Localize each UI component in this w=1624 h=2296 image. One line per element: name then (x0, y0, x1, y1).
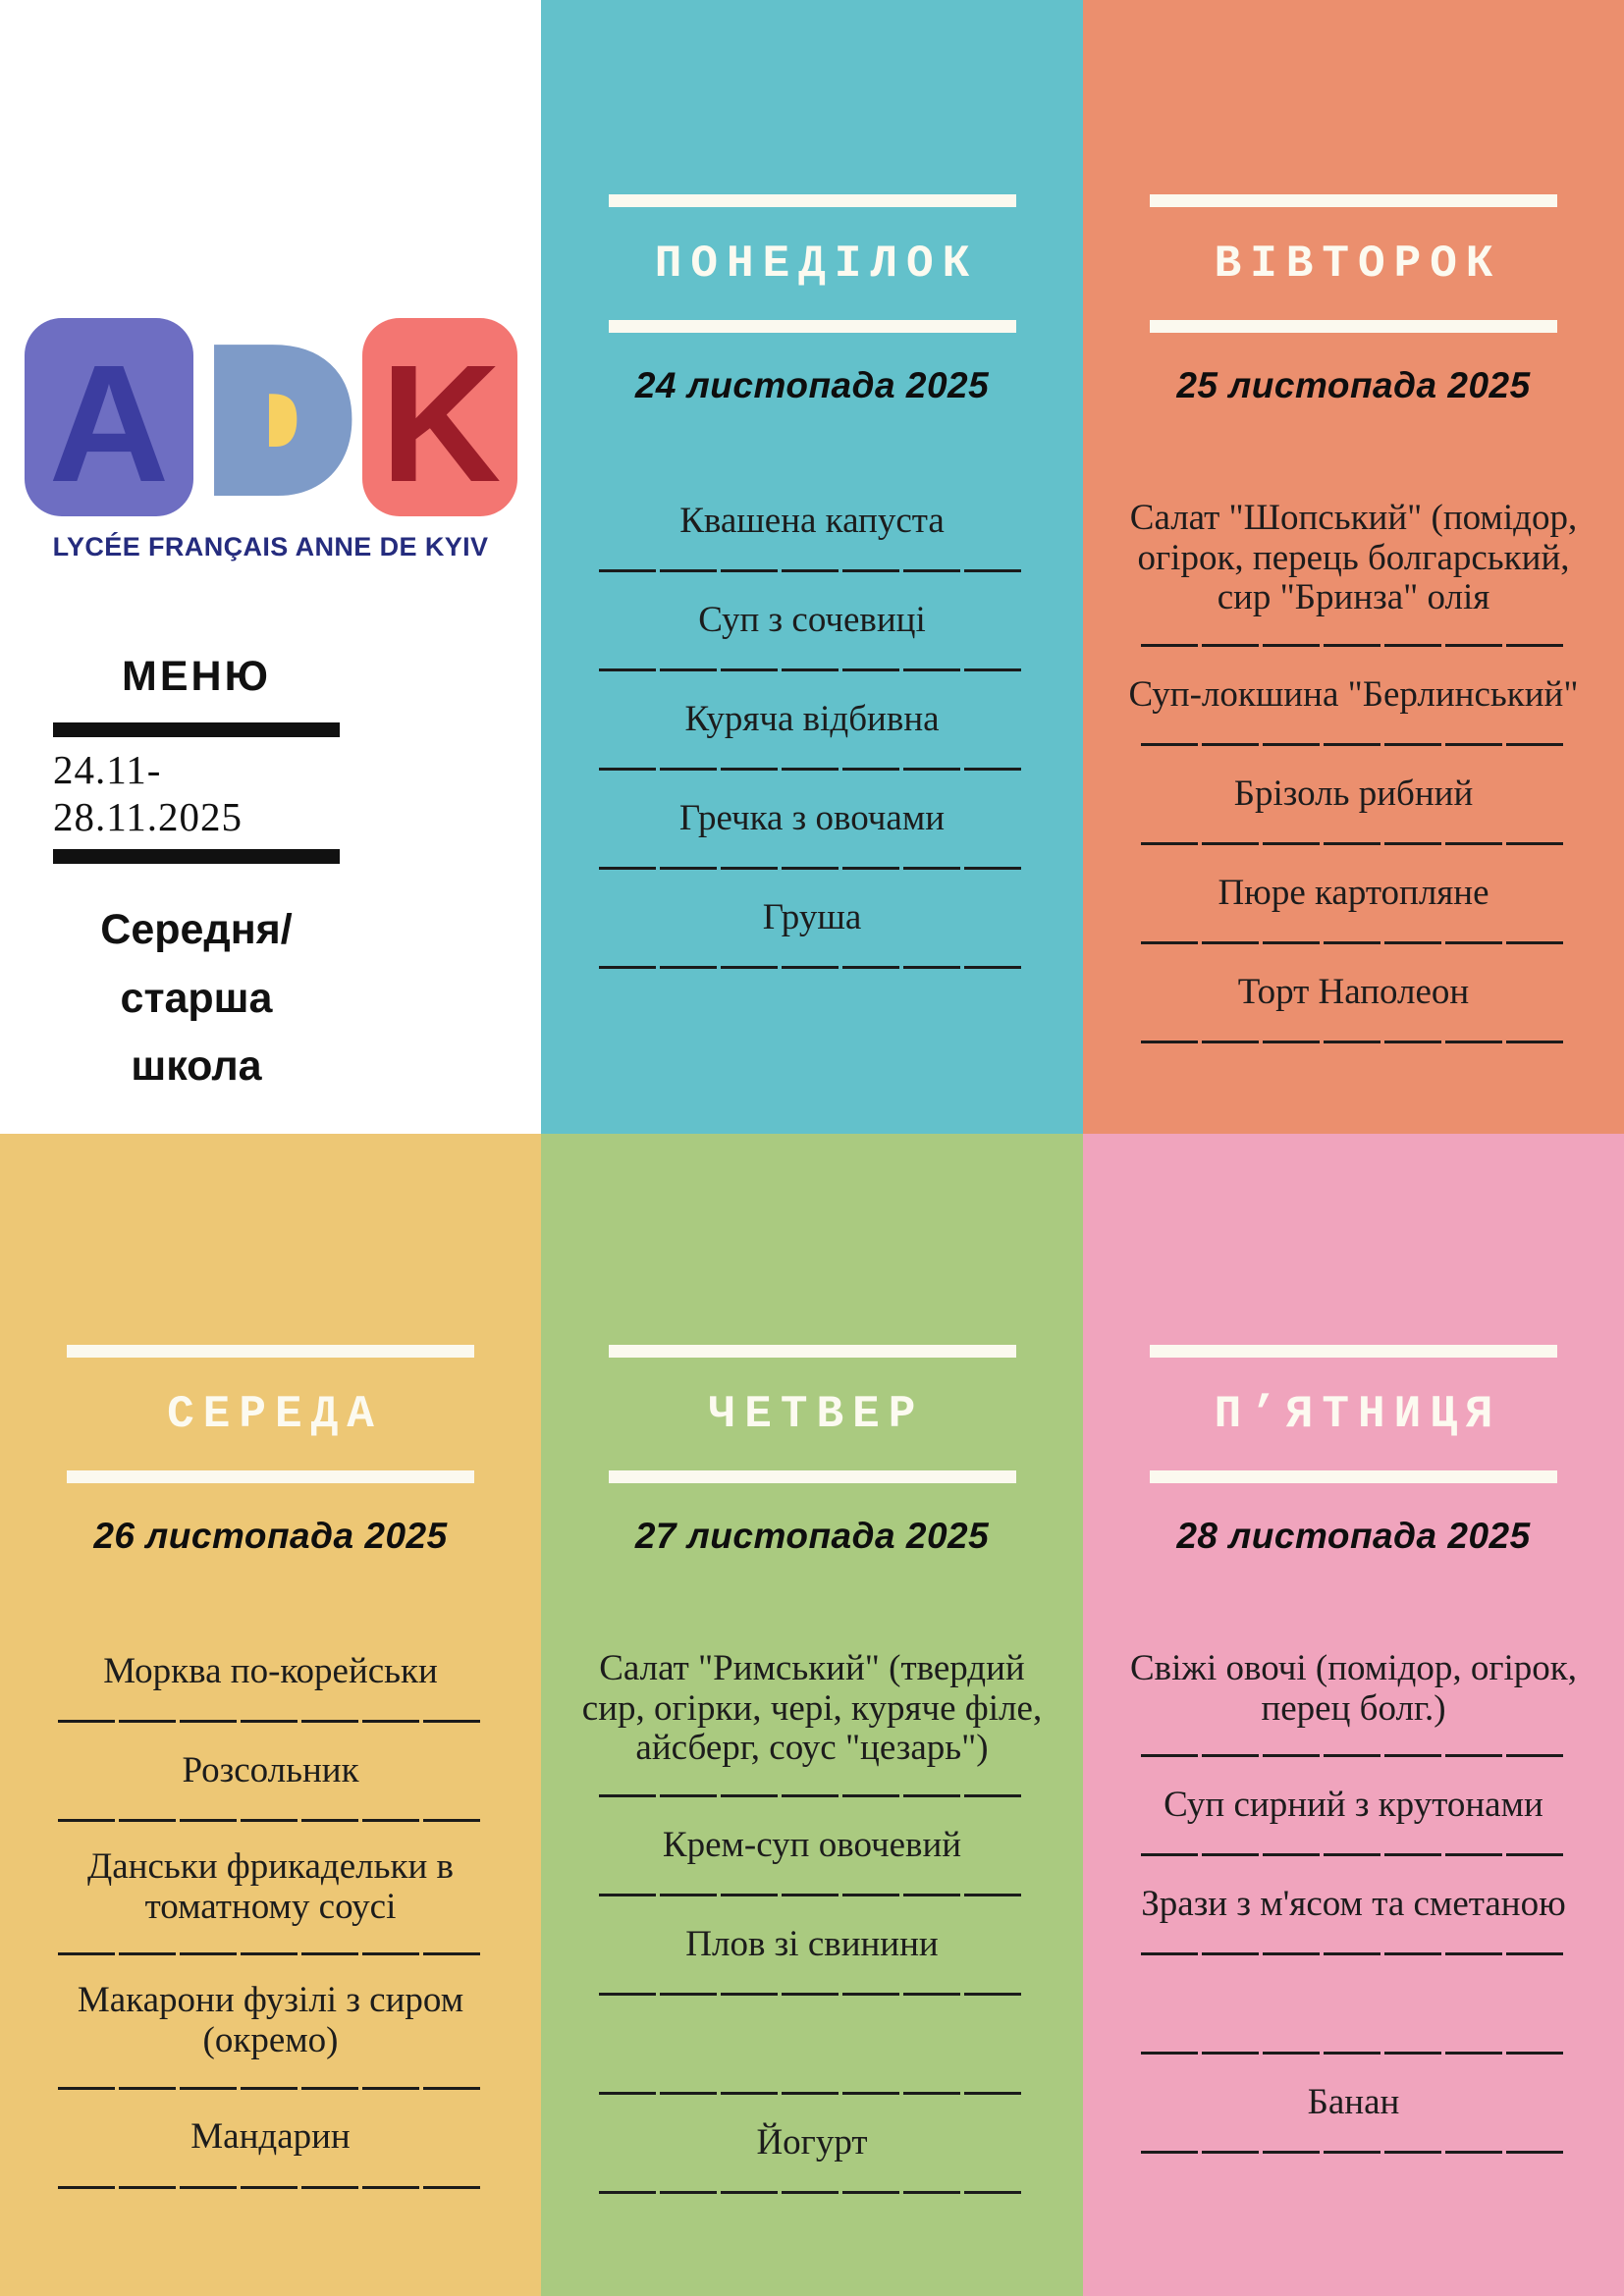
item-separator (1141, 1853, 1567, 1856)
day-panel-wednesday (0, 1134, 541, 2296)
header-rule-top (609, 1345, 1016, 1358)
day-date: 26 листопада 2025 (93, 1516, 448, 1556)
menu-item: Торт Наполеон (1237, 971, 1470, 1012)
menu-item: Макарони фузілі з сиром (окремо) (77, 1980, 464, 2061)
menu-item: Плов зі свинини (685, 1923, 939, 1964)
menu-header-block (53, 653, 340, 1101)
logo-letter-k: K (380, 331, 501, 517)
adk-logo (23, 316, 519, 520)
menu-item: Морква по-корейськи (103, 1650, 438, 1691)
day-name: П’ЯТНИЦЯ (1214, 1389, 1502, 1440)
item-separator (58, 2087, 484, 2090)
info-panel (0, 0, 541, 1134)
menu-item: Гречка з овочами (678, 797, 946, 838)
menu-item: Данськи фрикадельки в томатному соусі (87, 1846, 454, 1927)
header-rule-bottom (67, 1470, 474, 1483)
item-separator (599, 867, 1025, 870)
menu-item: Брізоль рибний (1233, 773, 1474, 814)
menu-item: Зрази з м'ясом та сметаною (1141, 1884, 1566, 1925)
menu-item: Квашена капуста (679, 500, 945, 541)
menu-item: Суп-локшина "Берлинський" (1128, 673, 1579, 715)
menu-item: Мандарин (190, 2116, 351, 2158)
menu-items (1083, 1649, 1624, 2179)
audience-label (53, 896, 340, 1101)
header-rule-top (1150, 194, 1557, 207)
menu-items (541, 1649, 1083, 2219)
divider-bar-bottom (53, 849, 340, 864)
header-rule-bottom (1150, 320, 1557, 333)
item-separator (58, 1952, 484, 1955)
item-separator (599, 1993, 1025, 1996)
item-separator (599, 569, 1025, 572)
day-panel-thursday (541, 1134, 1083, 2296)
menu-items (0, 1649, 541, 2215)
header-rule-top (67, 1345, 474, 1358)
day-date: 28 листопада 2025 (1176, 1516, 1531, 1556)
item-separator (1141, 743, 1567, 746)
audience-line2: школа (131, 1042, 262, 1091)
week-range: 24.11-28.11.2025 (53, 747, 243, 839)
item-separator (599, 1894, 1025, 1896)
day-panel-friday (1083, 1134, 1624, 2296)
item-separator (599, 966, 1025, 969)
menu-item: Салат "Римський" (твердий сир, огірки, чері, куряче філе, айсберг, соус "цезарь") (581, 1648, 1043, 1769)
menu-item: Суп сирний з крутонами (1164, 1785, 1543, 1826)
day-name: СЕРЕДА (167, 1389, 383, 1440)
day-panel-tuesday (1083, 0, 1624, 1134)
item-separator (1141, 1754, 1567, 1757)
menu-item: Свіжі овочі (помідор, огірок, перец болг.) (1129, 1648, 1578, 1729)
item-separator (58, 1720, 484, 1723)
day-name: ЧЕТВЕР (708, 1389, 925, 1440)
day-date: 24 листопада 2025 (634, 365, 990, 405)
item-separator (1141, 2052, 1567, 2055)
day-date: 25 листопада 2025 (1176, 365, 1531, 405)
item-separator (1141, 941, 1567, 944)
menu-items (1083, 499, 1624, 1069)
item-separator (599, 768, 1025, 771)
menu-item: Салат "Шопський" (помідор, огірок, перець болгарський, сир "Бринза" олія (1129, 498, 1578, 618)
logo-letter-a: A (48, 331, 169, 517)
menu-item: Суп з сочевиці (698, 599, 926, 640)
menu-item: Йогурт (756, 2121, 868, 2163)
audience-line1: Середня/старша (100, 906, 293, 1022)
header-rule-bottom (609, 1470, 1016, 1483)
day-date: 27 листопада 2025 (634, 1516, 990, 1556)
menu-item: Крем-суп овочевий (662, 1824, 962, 1865)
item-separator (599, 1794, 1025, 1797)
menu-item: Куряча відбивна (684, 698, 940, 739)
menu-item: Груша (762, 896, 862, 937)
item-separator (58, 2186, 484, 2189)
day-name: ВІВТОРОК (1214, 239, 1502, 290)
school-name-caption: LYCÉE FRANÇAIS ANNE DE KYIV (52, 532, 489, 561)
header-rule-bottom (609, 320, 1016, 333)
day-panel-monday (541, 0, 1083, 1134)
item-separator (1141, 1952, 1567, 1955)
header-rule-top (609, 194, 1016, 207)
divider-bar-top (53, 722, 340, 737)
menu-item: Пюре картопляне (1218, 872, 1489, 913)
day-name: ПОНЕДІЛОК (654, 239, 979, 290)
item-separator (599, 2191, 1025, 2194)
menu-title: МЕНЮ (122, 653, 271, 700)
header-rule-top (1150, 1345, 1557, 1358)
item-separator (1141, 2151, 1567, 2154)
item-separator (1141, 644, 1567, 647)
item-separator (58, 1819, 484, 1822)
item-separator (1141, 1041, 1567, 1043)
item-separator (1141, 842, 1567, 845)
menu-item: Банан (1307, 2082, 1400, 2123)
menu-items (541, 499, 1083, 994)
header-rule-bottom (1150, 1470, 1557, 1483)
menu-item: Розсольник (182, 1749, 359, 1790)
logo-letter-d: D (216, 322, 345, 519)
item-separator (599, 2092, 1025, 2095)
item-separator (599, 668, 1025, 671)
